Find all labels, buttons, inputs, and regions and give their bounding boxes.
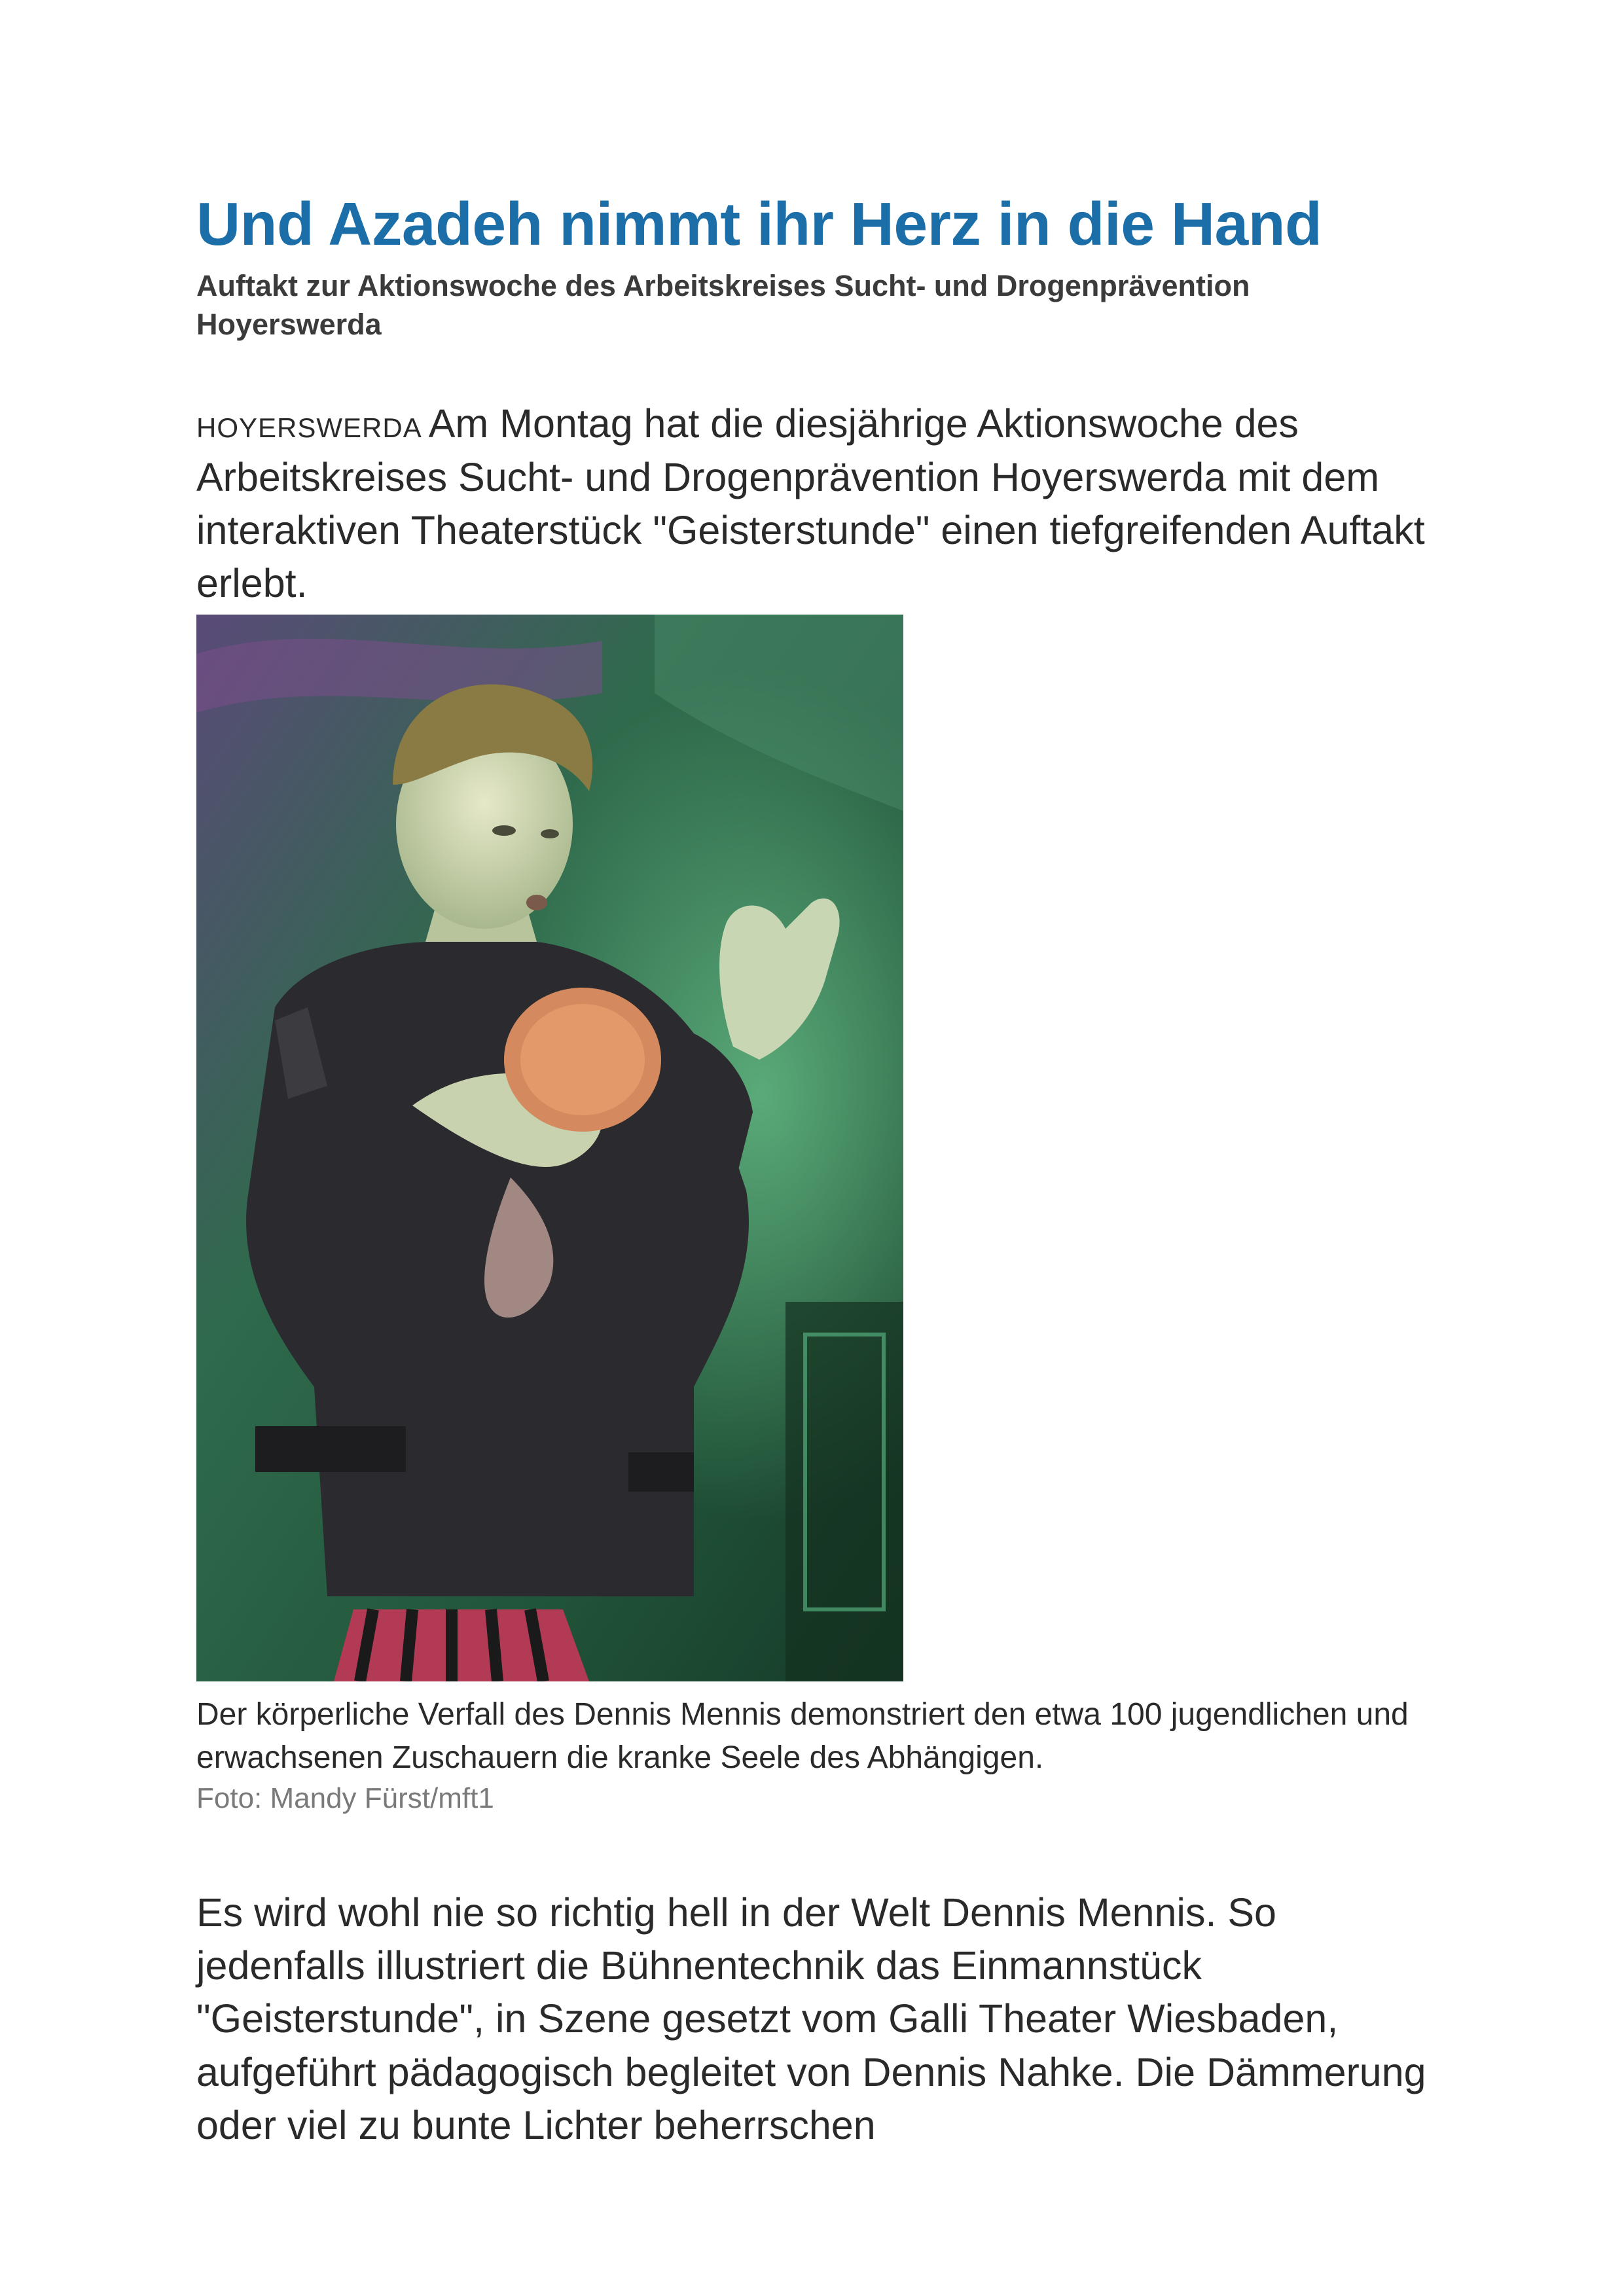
photo-caption: Der körperliche Verfall des Dennis Mennis demonstriert den etwa 100 jugendlichen und erwachsenen Zuschauern die kranke Seele des Abhängigen. [196, 1696, 1409, 1776]
body-paragraph: Es wird wohl nie so richtig hell in der Welt Dennis Mennis. So jedenfalls illustriert die Bühnentechnik das Einmannstück "Geisterstunde", in Szene gesetzt vom Galli Theater Wiesbaden, aufgeführt pädagogisch begleitet von Dennis Nahke. Die Dämmerung oder viel zu bunte Lichter beherrschen [196, 1890, 1426, 2148]
lead-text: Am Montag hat die diesjährige Aktionswoche des Arbeitskreises Sucht- und Drogenprävention Hoyerswerda mit dem interaktiven Theaterstück "Geisterstunde" einen tiefgreifenden Auftakt erlebt. [196, 401, 1425, 606]
article-photo [196, 615, 903, 1681]
photo-credit: Foto: Mandy Fürst/mft1 [196, 1782, 494, 1815]
lead-paragraph [196, 397, 1440, 611]
dateline: HOYERSWERDA [196, 412, 422, 444]
subheadline: Auftakt zur Aktionswoche des Arbeitskreises Sucht- und Drogenprävention Hoyerswerda [196, 269, 1250, 341]
article [196, 190, 1440, 2153]
headline: Und Azadeh nimmt ihr Herz in die Hand [196, 190, 1322, 258]
